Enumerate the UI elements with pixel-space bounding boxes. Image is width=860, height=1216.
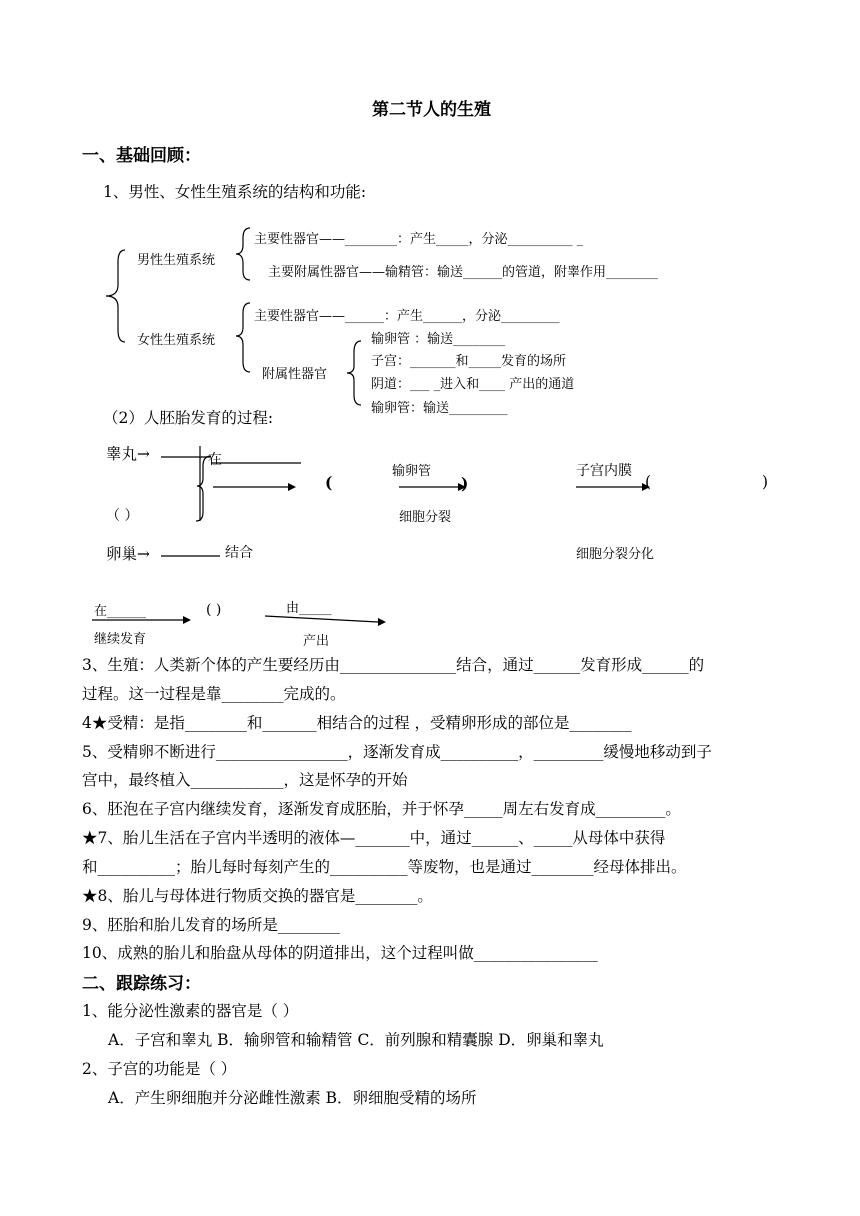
question-line: 9、胚胎和胎儿发育的场所是________ — [82, 916, 340, 934]
practice-question: 2、子宫的功能是（ ） — [82, 1060, 237, 1078]
question-1-intro: 1、男性、女性生殖系统的结构和功能: — [103, 183, 367, 201]
female-aux-item: 子宫：_______和_____发育的场所 — [371, 354, 567, 369]
female-aux-item: 输卵管 ：输送________ — [371, 332, 506, 347]
question-2-title: （2）人胚胎发育的过程: — [103, 409, 274, 427]
female-main-organ: 主要性器官——______：产生______，分泌_________ — [254, 309, 560, 324]
flow-chanchu: 产出 — [303, 634, 330, 649]
question-line: 3、生殖：人类新个体的产生要经历由_______________结合，通过______发育形成______的 — [82, 656, 705, 674]
question-line: ★7、胎儿生活在子宫内半透明的液体—_______中，通过______、_____从母体中获得 — [82, 829, 666, 847]
flow-combine: 结合 — [225, 545, 253, 561]
practice-options: A．产生卵细胞并分泌雌性激素 B．卵细胞受精的场所 — [108, 1089, 477, 1107]
question-line: 4★受精：是指________和_______相结合的过程 ，受精卵形成的部位是________ — [82, 714, 632, 732]
flow-you: 由_____ — [286, 601, 332, 616]
male-auxiliary-organ: 主要附属性器官——输精管：输送______的管道，附睾作用________ — [268, 265, 659, 280]
male-main-organ: 主要性器官——________：产生_____，分泌__________ _ — [254, 232, 584, 247]
flow-paren-open-2: ( — [645, 473, 652, 491]
female-system-label: 女性生殖系统 — [137, 333, 216, 348]
section-heading-2: 二、跟踪练习： — [82, 974, 201, 994]
question-line: ★8、胎儿与母体进行物质交换的器官是________。 — [82, 887, 433, 905]
flow-uterus-lining: 子宫内膜 — [576, 463, 632, 479]
flow-big-paren-close: ) — [461, 474, 469, 493]
question-line: 宫中，最终植入____________，这是怀孕的开始 — [82, 771, 408, 789]
male-system-label: 男性生殖系统 — [137, 253, 216, 268]
flow-ovary: 卵巢→ — [106, 545, 151, 563]
question-line: 和__________；胎儿每时每刻产生的__________等废物，也是通过________经母体排出。 — [82, 858, 687, 876]
question-line: 过程。这一过程是靠________完成的。 — [82, 685, 346, 703]
arrow-right-icon: → — [137, 445, 151, 463]
practice-question: 1、能分泌性激素的器官是（ ） — [82, 1002, 299, 1020]
flow-cell-div-diff: 细胞分裂分化 — [576, 547, 655, 562]
section-heading-1: 一、基础回顾： — [82, 146, 201, 166]
flow-paren-close-2: ) — [762, 473, 769, 491]
flow-zai-2: 在______ — [94, 604, 147, 619]
flow-zai: 在 — [208, 452, 222, 468]
flow-cell-division: 细胞分裂 — [399, 510, 452, 525]
female-aux-item: 阴道：___ _进入和____ 产出的通道 — [371, 377, 575, 392]
question-line: 10、成熟的胎儿和胎盘从母体的阴道排出，这个过程叫做________________ — [82, 944, 598, 962]
question-line: 5、受精卵不断进行_________________，逐渐发育成__________，_________缓慢地移动到子 — [82, 743, 712, 761]
flow-paren-blank: （ ） — [106, 508, 139, 524]
question-line: 6、胚泡在子宫内继续发育，逐渐发育成胚胎，并于怀孕_____周左右发育成_________。 — [82, 800, 681, 818]
arrow-right-icon: → — [137, 545, 151, 563]
flow-continue: 继续发育 — [94, 632, 147, 647]
flow-paren-blank-3: ( ) — [206, 602, 222, 618]
female-auxiliary-label: 附属性器官 — [262, 367, 328, 382]
practice-options: A．子宫和睾丸 B．输卵管和输精管 C．前列腺和精囊腺 D．卵巢和睾丸 — [108, 1031, 604, 1049]
flow-oviduct: 输卵管 — [392, 464, 432, 479]
female-aux-item: 输卵管：输送_________ — [371, 401, 508, 416]
flow-testis: 睾丸→ — [106, 445, 151, 463]
page-title: 第二节人的生殖 — [372, 100, 491, 120]
flow-big-paren-open: ( — [325, 473, 333, 492]
